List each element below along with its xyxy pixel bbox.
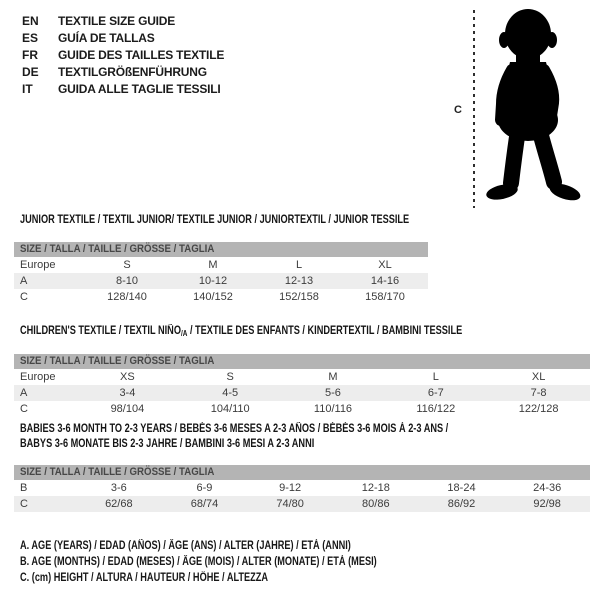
table-row-b [14,480,590,496]
sub-a: /A [180,329,188,338]
section-children [14,324,590,417]
table-cell: 128/140 [107,291,147,303]
row-label: Europe [20,371,56,383]
row-label: Europe [20,259,56,271]
table-row-a [14,273,428,289]
row-label: C [20,291,28,303]
note-age-months: B. AGE (MONTHS) / EDAD (MESES) / ÂGE (MOIS) / ALTER (MONATE) / ETÀ (MESI) [20,556,377,568]
language-legend [22,13,224,98]
row-label: C [20,498,28,510]
table-cell: 5-6 [325,387,341,399]
row-label: B [20,482,28,494]
table-cell: 18-24 [447,482,476,494]
babies-section-title: BABIES 3-6 MONTH TO 2-3 YEARS / BEBÉS 3-6 MESES A 2-3 AÑOS / BÉBÉS 3-6 MOIS À 2-3 ANS / BABYS 3-6 MONATE BIS 2-3 JAHRE / BAMBINI 3-6 MESI A 2-3 ANNI [20,423,449,450]
table-cell: 62/68 [105,498,133,510]
table-header-bar: SIZE / TALLA / TAILLE / GRÖSSE / TAGLIA [14,465,590,480]
table-cell: 98/104 [110,403,145,415]
table-cell: 8-10 [115,275,139,287]
toddler-silhouette-icon [480,6,592,210]
lang-code: ES [22,31,39,45]
babies-size-table [14,465,590,512]
table-header-bar: SIZE / TALLA / TAILLE / GRÖSSE / TAGLIA [14,354,590,369]
table-cell: 6-9 [196,482,213,494]
table-cell: 116/122 [416,403,456,415]
lang-code: DE [22,65,39,79]
col-header: XL [378,259,392,271]
row-label: A [20,275,28,287]
table-cell: 68/74 [190,498,219,510]
col-header: S [123,259,131,271]
table-cell: 12-18 [361,482,390,494]
table-cell: 4-5 [222,387,239,399]
table-cell: 122/128 [518,403,559,415]
children-section-title: CHILDREN'S TEXTILE / TEXTIL $NIÑO_{/A}$ / TEXTILE DES ENFANTS / KINDERTEXTIL / BAMBINI TESSILE [20,325,463,338]
table-cell: 152/158 [279,291,319,303]
table-cell: 7-8 [530,387,547,399]
lang-row-en [22,13,224,30]
lang-row-it [22,81,224,98]
table-cell: 92/98 [533,498,561,510]
col-header: L [432,371,439,383]
table-cell: 104/110 [210,403,250,415]
col-header: XS [120,371,135,383]
lang-row-de [22,64,224,81]
table-cell: 80/86 [362,498,390,510]
table-row-europe [14,257,428,273]
table-cell: 6-7 [427,387,444,399]
lang-title: GUÍA DE TALLAS [58,31,155,45]
table-cell: 110/116 [313,403,353,415]
col-header: L [295,259,303,271]
section-babies [14,422,590,512]
table-row-c [14,496,590,512]
legend-notes [20,538,466,586]
note-height-cm: C. (cm) HEIGHT / ALTURA / HAUTEUR / HÖHE / ALTEZZA [20,572,269,584]
section-junior [14,213,428,305]
lang-row-es [22,30,224,47]
table-cell: 74/80 [276,498,304,510]
table-cell: 3-6 [110,482,127,494]
col-header: S [226,371,234,383]
height-measure-label: C [454,104,462,116]
table-header-bar: SIZE / TALLA / TAILLE / GRÖSSE / TAGLIA [14,242,428,257]
height-measure-dashed-line [473,10,475,208]
lang-code: FR [22,48,38,62]
row-label: C [20,403,28,415]
table-row-c [14,401,590,417]
lang-code: IT [22,82,33,96]
col-header: XL [531,371,546,383]
row-label: A [20,387,28,399]
col-header: M [328,371,338,383]
table-row-c [14,289,428,305]
table-cell: 9-12 [279,482,302,494]
junior-size-table [14,242,428,305]
lang-code: EN [22,14,39,28]
lang-row-fr [22,47,224,64]
table-cell: 3-4 [119,387,136,399]
table-row-europe [14,369,590,385]
measurement-figure [452,4,598,214]
table-cell: 24-36 [533,482,562,494]
lang-title: TEXTILGRÖßENFÜHRUNG [58,65,207,79]
table-cell: 86/92 [447,498,476,510]
table-cell: 12-13 [284,275,314,287]
junior-section-title: JUNIOR TEXTILE / TEXTIL JUNIOR/ TEXTILE JUNIOR / JUNIORTEXTIL / JUNIOR TESSILE [20,214,410,226]
lang-title: GUIDE DES TAILLES TEXTILE [58,48,225,62]
table-cell: 10-12 [198,275,228,287]
lang-title: GUIDA ALLE TAGLIE TESSILI [58,82,221,96]
lang-title: TEXTILE SIZE GUIDE [58,14,176,28]
table-cell: 14-16 [370,275,400,287]
table-cell: 140/152 [193,291,233,303]
children-size-table [14,354,590,417]
col-header: M [208,259,218,271]
table-cell: 158/170 [365,291,405,303]
note-age-years: A. AGE (YEARS) / EDAD (AÑOS) / ÂGE (ANS) / ALTER (JAHRE) / ETÀ (ANNI) [20,540,351,552]
table-row-a [14,385,590,401]
